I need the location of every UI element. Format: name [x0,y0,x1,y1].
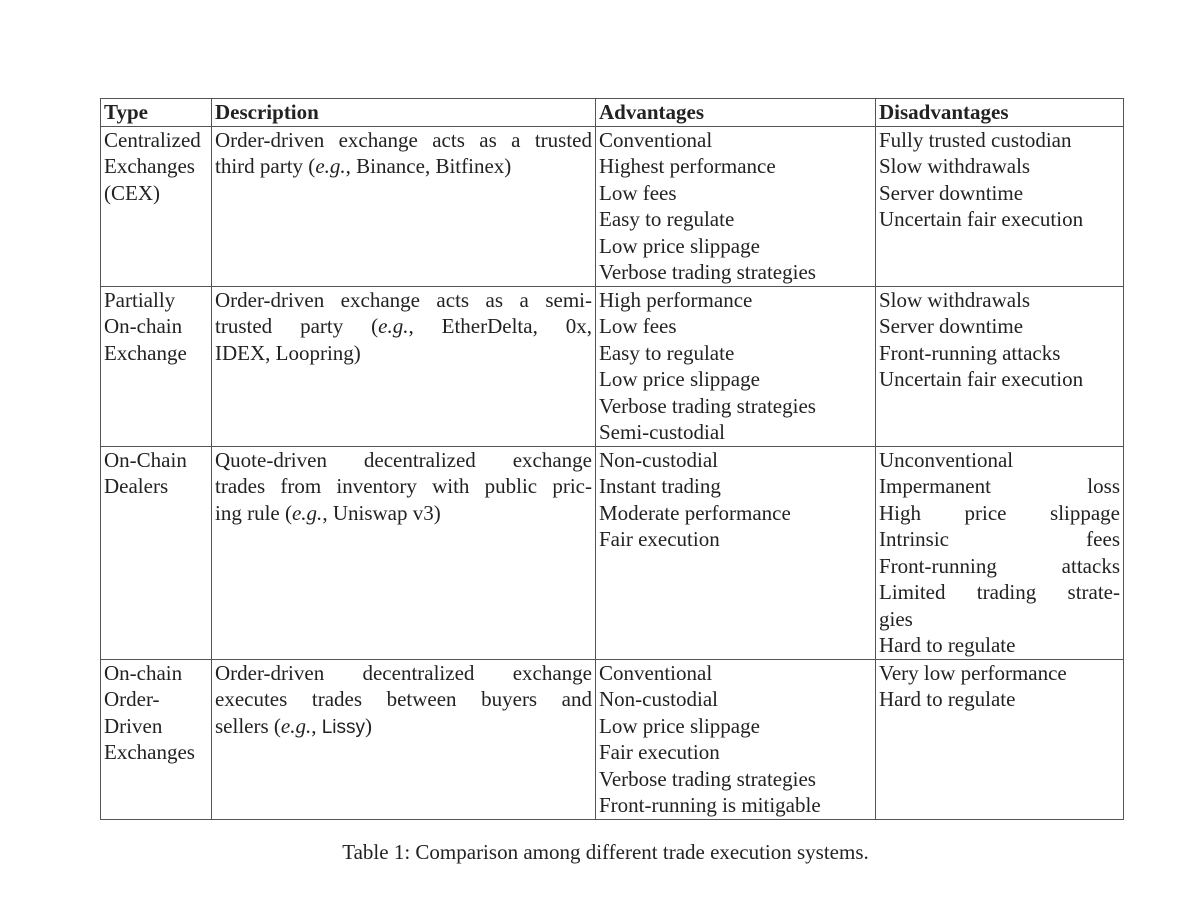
cell-line [215,500,592,527]
text-segment: third party ( [215,154,316,178]
description-cell [212,126,596,286]
cell-line: Front-running attacks [879,553,1120,578]
text-segment: Order-driven exchange acts as a trusted [215,127,592,152]
cell-line: On-chain [104,314,183,338]
text-segment: ) [365,713,373,738]
cell-line: Low fees [599,180,677,205]
cell-line: Low price slippage [599,713,760,738]
cell-line: Instant trading [599,474,721,498]
cell-line: Highest performance [599,154,776,178]
cell-line: (CEX) [104,180,160,205]
text-segment: e.g. [315,154,346,178]
cell-line: Non-custodial [599,687,718,711]
cell-line [215,127,592,154]
cell-line: Server downtime [879,314,1024,338]
cell-line [215,686,592,713]
cell-line: Low price slippage [599,367,760,391]
text-segment: , [311,713,322,738]
disadvantages-cell [876,446,1124,659]
cell-line: Verbose trading strategies [599,260,816,284]
cell-line [215,287,592,314]
cell-line: Semi-custodial [599,420,725,444]
cell-line: Order- [104,687,160,711]
cell-line: Server downtime [879,180,1024,205]
text-segment: Lissy [321,716,366,738]
type-cell [101,126,212,286]
cell-line: Dealers [104,474,169,498]
cell-line: Limited trading strate- [879,580,1120,604]
cell-line: Verbose trading strategies [599,766,816,791]
text-segment: , Uniswap v3) [322,500,441,525]
cell-line: Moderate performance [599,500,791,525]
cell-line [215,153,592,180]
header-disadvantages: Disadvantages [876,99,1124,127]
advantages-cell [596,659,876,819]
advantages-cell [596,286,876,446]
cell-line: gies [879,606,913,631]
cell-line: Conventional [599,660,713,685]
cell-line [215,340,592,367]
cell-line: Slow withdrawals [879,287,1031,312]
text-segment: Order-driven exchange acts as a semi- [215,287,592,312]
cell-line: On-Chain [104,447,187,472]
cell-line: Uncertain fair execution [879,367,1084,391]
cell-line: Exchanges [104,154,195,178]
cell-line [215,660,592,687]
cell-line: High performance [599,287,753,312]
cell-line [215,447,592,474]
cell-line: Uncertain fair execution [879,207,1084,231]
cell-line: Front-running attacks [879,340,1061,365]
cell-line: Intrinsic fees [879,527,1120,551]
cell-line: Fair execution [599,740,720,764]
text-segment: Order-driven decentralized exchange [215,660,592,685]
cell-line: Slow withdrawals [879,154,1031,178]
cell-line: Exchange [104,340,187,365]
cell-line: Non-custodial [599,447,718,472]
type-cell [101,286,212,446]
text-segment: ing rule ( [215,500,292,525]
cell-line: Centralized [104,127,201,152]
text-segment: trades from inventory with public pric- [215,474,592,498]
description-cell [212,446,596,659]
header-description: Description [212,99,596,127]
cell-line: Impermanent loss [879,474,1120,498]
text-segment: IDEX, Loopring) [215,340,361,365]
cell-line: Low price slippage [599,233,760,258]
table-row [101,446,1124,659]
cell-line: Exchanges [104,740,195,764]
description-cell [212,659,596,819]
text-segment: sellers ( [215,713,281,738]
header-type: Type [101,99,212,127]
text-segment: e.g. [291,500,323,525]
type-cell [101,446,212,659]
cell-line: Verbose trading strategies [599,393,816,418]
table-caption: Table 1: Comparison among different trade execution systems. [342,840,869,864]
cell-line: Very low performance [879,660,1067,685]
cell-line: Hard to regulate [879,687,1016,711]
text-segment: Quote-driven decentralized exchange [215,447,592,472]
text-segment: e.g. [378,314,409,338]
cell-line: Conventional [599,127,713,152]
cell-line: Front-running is mitigable [599,793,821,817]
text-segment: executes trades between buyers and [215,687,592,711]
description-cell [212,286,596,446]
cell-line: Easy to regulate [599,207,735,231]
cell-line: Easy to regulate [599,340,735,365]
cell-line: Unconventional [879,447,1014,472]
type-cell [101,659,212,819]
text-segment: , Binance, Bitfinex) [345,154,512,178]
cell-line: Hard to regulate [879,633,1016,657]
advantages-cell [596,126,876,286]
header-advantages: Advantages [596,99,876,127]
table-row [101,659,1124,819]
disadvantages-cell [876,659,1124,819]
comparison-table [100,98,1124,820]
cell-line [215,313,592,340]
cell-line: High price slippage [879,500,1120,525]
cell-line [215,713,592,740]
cell-line: Fair execution [599,527,720,551]
cell-line [215,473,592,500]
table-row [101,126,1124,286]
table-row [101,286,1124,446]
disadvantages-cell [876,126,1124,286]
cell-line: Fully trusted custodian [879,127,1072,152]
advantages-cell [596,446,876,659]
text-segment: e.g. [280,713,312,738]
cell-line: Driven [104,713,163,738]
cell-line: Low fees [599,314,677,338]
cell-line: Partially [104,287,176,312]
disadvantages-cell [876,286,1124,446]
cell-line: On-chain [104,660,183,685]
header-row [101,99,1124,127]
text-segment: trusted party ( [215,314,379,338]
text-segment: , EtherDelta, 0x, [408,314,593,338]
